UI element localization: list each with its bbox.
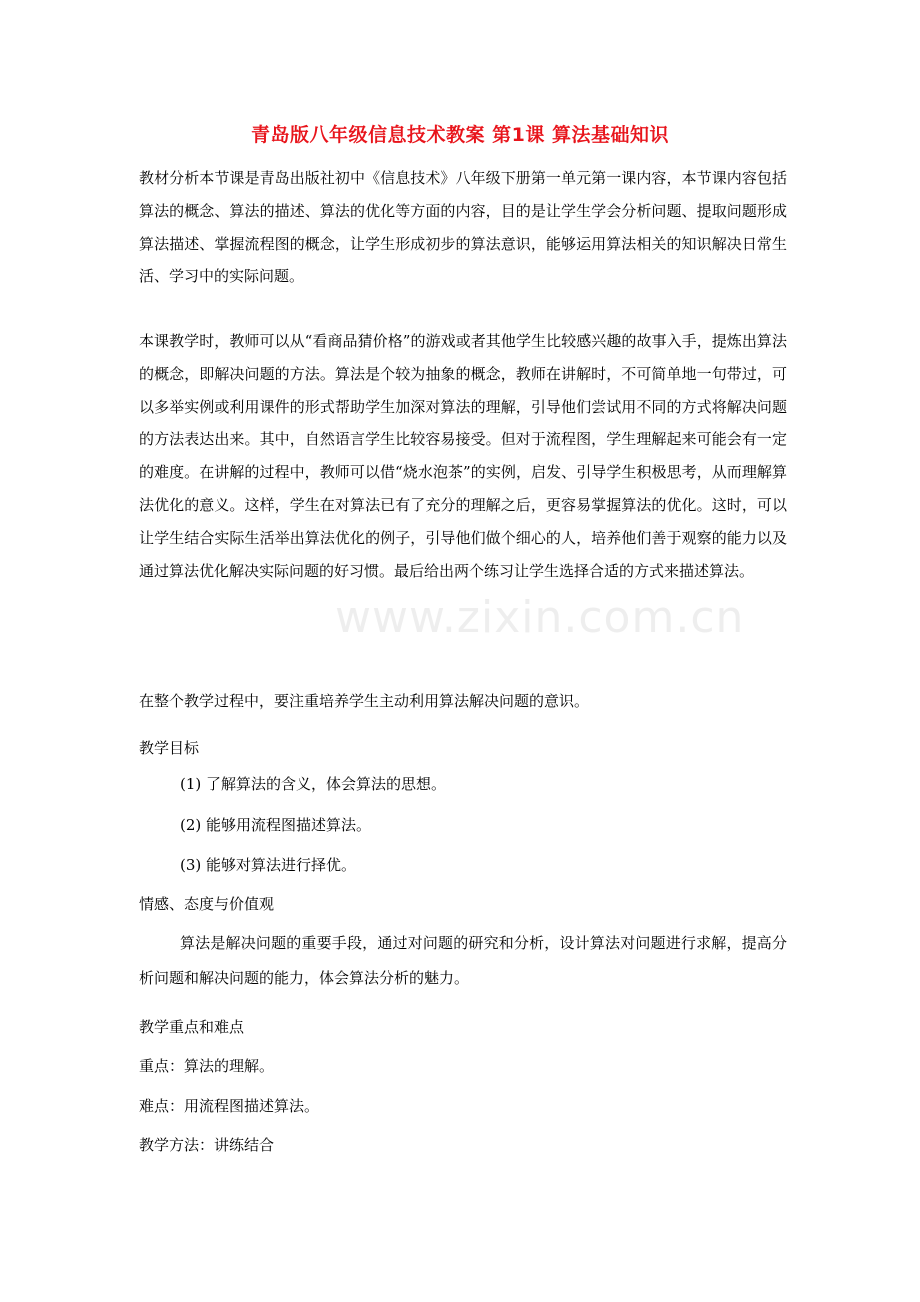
objective-item-3: (3) 能够对算法进行择优。 <box>180 856 357 874</box>
objectives-heading: 教学目标 <box>139 739 200 757</box>
document-title: 青岛版八年级信息技术教案 第1课 算法基础知识 <box>251 124 669 146</box>
paragraph-textbook-analysis: 教材分析本节课是青岛出版社初中《信息技术》八年级下册第一单元第一课内容，本节课内容包括算法的概念、算法的描述、算法的优化等方面的内容，目的是让学生学会分析问题、提取问题形成算法描述、掌握流程图的概念，让学生形成初步的算法意识，能够运用算法相关的知识解决日常生活、学习中的实际问题。 <box>139 169 787 286</box>
key-heading: 教学重点和难点 <box>139 1018 245 1036</box>
emotion-paragraph: 算法是解决问题的重要手段，通过对问题的研究和分析，设计算法对问题进行求解，提高分析问题和解决问题的能力，体会算法分析的魅力。 <box>139 934 787 987</box>
objective-item-1: (1) 了解算法的含义，体会算法的思想。 <box>180 775 447 793</box>
paragraph-teaching-approach: 本课教学时，教师可以从“看商品猜价格”的游戏或者其他学生比较感兴趣的故事入手，提炼出算法的概念，即解决问题的方法。算法是个较为抽象的概念，教师在讲解时，不可简单地一句带过，可以多举实例或利用课件的形式帮助学生加深对算法的理解，引导他们尝试用不同的方式将解决问题的方法表达出来。其中，自然语言学生比较容易接受。但对于流程图，学生理解起来可能会有一定的难度。在讲解的过程中，教师可以借“烧水泡茶”的实例，启发、引导学生积极思考，从而理解算法优化的意义。这样，学生在对算法已有了充分的理解之后，更容易掌握算法的优化。这时，可以让学生结合实际生活举出算法优化的例子，引导他们做个细心的人，培养他们善于观察的能力以及通过算法优化解决实际问题的好习惯。最后给出两个练习让学生选择合适的方式来描述算法。 <box>139 332 787 580</box>
paragraph-teaching-awareness: 在整个教学过程中，要注重培养学生主动利用算法解决问题的意识。 <box>139 692 590 710</box>
key-point: 重点：算法的理解。 <box>139 1057 275 1075</box>
emotion-heading: 情感、态度与价值观 <box>139 895 275 913</box>
teaching-method: 教学方法：讲练结合 <box>139 1136 275 1154</box>
watermark-logo: www.zixin.com.cn <box>335 592 745 643</box>
difficult-point: 难点：用流程图描述算法。 <box>139 1097 320 1115</box>
objective-item-2: (2) 能够用流程图描述算法。 <box>180 816 372 834</box>
